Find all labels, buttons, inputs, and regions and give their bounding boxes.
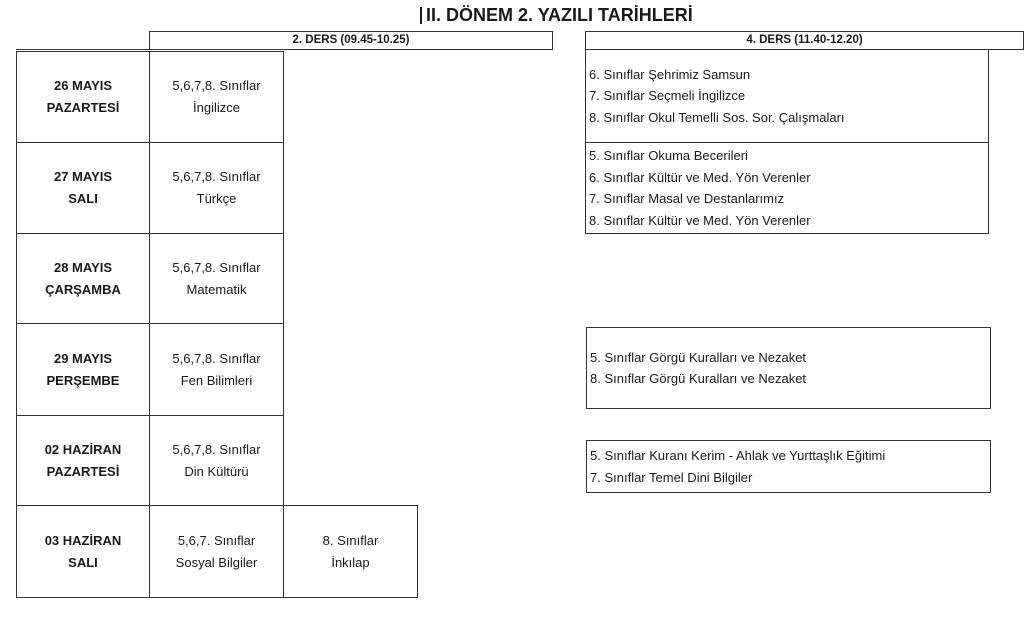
exam-classes: 5,6,7,8. Sınıflar bbox=[172, 441, 261, 457]
exam-cell-row-1 bbox=[149, 51, 284, 143]
day-cell-row-3 bbox=[16, 233, 150, 324]
day-date: 29 MAYIS bbox=[53, 350, 113, 366]
exam-subject: Fen Bilimleri bbox=[180, 372, 253, 388]
fourth-lesson-box-4 bbox=[586, 440, 991, 493]
exam-cell-row-5 bbox=[149, 415, 284, 506]
fourth-lesson-box-1 bbox=[585, 49, 989, 143]
exam-classes: 5,6,7,8. Sınıflar bbox=[172, 259, 261, 275]
exam-subject: İngilizce bbox=[193, 100, 240, 115]
box-line: 7. Sınıflar Seçmeli İngilizce bbox=[589, 88, 746, 104]
box-line: 8. Sınıflar Okul Temelli Sos. Sor. Çalışmaları bbox=[589, 109, 845, 125]
exam-subject: Türkçe bbox=[196, 191, 237, 206]
exam-classes: 5,6,7,8. Sınıflar bbox=[172, 78, 261, 93]
day-cell-row-6 bbox=[16, 505, 150, 598]
exam-cell-row-4 bbox=[149, 323, 284, 416]
box-line: 5. Sınıflar Kuranı Kerim - Ahlak ve Yurttaşlık Eğitimi bbox=[590, 448, 886, 463]
day-cell-row-2 bbox=[16, 142, 150, 234]
header-underline bbox=[16, 49, 150, 50]
exam-subject: İnkılap bbox=[331, 554, 370, 570]
box-line: 6. Sınıflar Şehrimiz Samsun bbox=[589, 66, 751, 82]
day-date: 03 HAZİRAN bbox=[44, 532, 122, 548]
box-line: 7. Sınıflar Masal ve Destanlarımız bbox=[589, 191, 785, 206]
box-line: 8. Sınıflar Kültür ve Med. Yön Verenler bbox=[589, 212, 811, 228]
header-fourth-lesson: 4. DERS (11.40-12.20) bbox=[585, 31, 1024, 50]
exam-cell-row-6 bbox=[149, 505, 284, 598]
page-title-text: II. DÖNEM 2. YAZILI TARİHLERİ bbox=[426, 5, 693, 25]
box-line: 5. Sınıflar Görgü Kuralları ve Nezaket bbox=[590, 349, 807, 365]
fourth-lesson-box-2 bbox=[585, 142, 989, 234]
exam-cell-row-2 bbox=[149, 142, 284, 234]
day-date: 28 MAYIS bbox=[53, 259, 113, 275]
exam-subject: Matematik bbox=[186, 281, 247, 297]
day-cell-row-5 bbox=[16, 415, 150, 506]
day-weekday: PAZARTESİ bbox=[46, 100, 120, 115]
day-cell-row-4 bbox=[16, 323, 150, 416]
day-weekday: SALI bbox=[68, 554, 98, 570]
exam-subject: Sosyal Bilgiler bbox=[175, 554, 258, 570]
day-date: 27 MAYIS bbox=[53, 169, 113, 184]
exam-classes: 5,6,7,8. Sınıflar bbox=[172, 169, 261, 184]
day-weekday: ÇARŞAMBA bbox=[45, 281, 121, 297]
day-weekday: PAZARTESİ bbox=[46, 463, 120, 479]
box-line: 5. Sınıflar Okuma Becerileri bbox=[589, 148, 748, 163]
exam-cell-extra bbox=[283, 505, 418, 598]
exam-subject: Din Kültürü bbox=[184, 463, 249, 479]
day-cell-row-1 bbox=[16, 51, 150, 143]
exam-classes: 5,6,7. Sınıflar bbox=[177, 532, 256, 548]
day-weekday: PERŞEMBE bbox=[46, 372, 120, 388]
header-second-lesson: 2. DERS (09.45-10.25) bbox=[149, 31, 553, 50]
fourth-lesson-box-3 bbox=[586, 327, 991, 409]
day-date: 26 MAYIS bbox=[53, 78, 113, 93]
day-weekday: SALI bbox=[68, 191, 98, 206]
exam-cell-row-3 bbox=[149, 233, 284, 324]
exam-classes: 5,6,7,8. Sınıflar bbox=[172, 350, 261, 366]
day-date: 02 HAZİRAN bbox=[44, 441, 122, 457]
exam-classes: 8. Sınıflar bbox=[322, 532, 379, 548]
title-cursor-bar bbox=[420, 7, 422, 24]
box-line: 6. Sınıflar Kültür ve Med. Yön Verenler bbox=[589, 169, 811, 185]
page-title bbox=[418, 2, 738, 28]
box-line: 8. Sınıflar Görgü Kuralları ve Nezaket bbox=[590, 371, 807, 386]
box-line: 7. Sınıflar Temel Dini Bilgiler bbox=[590, 469, 753, 485]
